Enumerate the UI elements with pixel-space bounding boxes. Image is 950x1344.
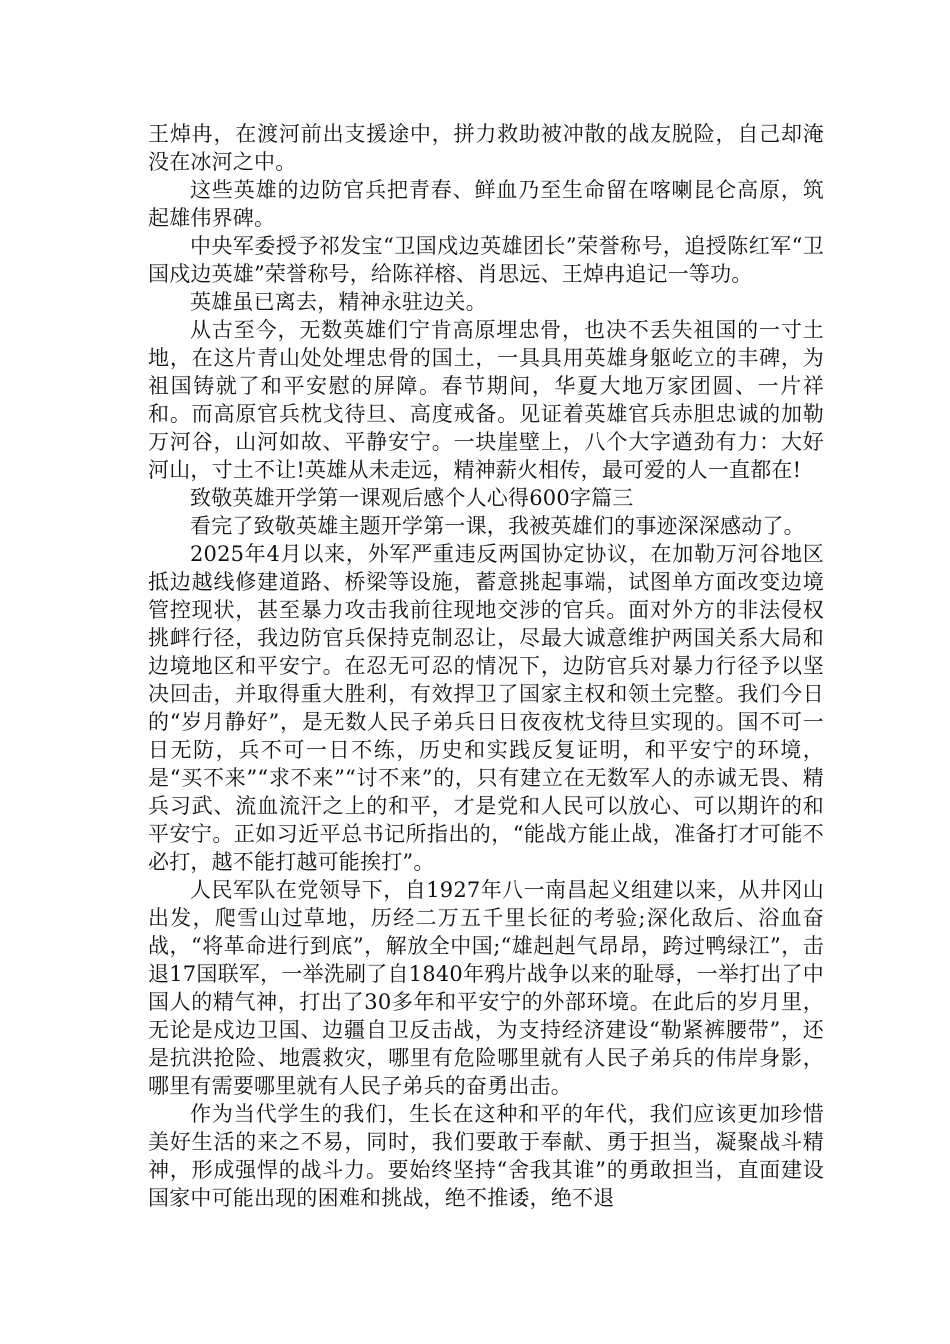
document-body (148, 120, 824, 1212)
paragraph-8: 2025年4月以来，外军严重违反两国协定协议，在加勒万河谷地区抵边越线修建道路、桥梁等设施，蓄意挑起事端，试图单方面改变边境管控现状，甚至暴力攻击我前往现地交涉的官兵。面对外方的非法侵权挑衅行径，我边防官兵保持克制忍让，尽最大诚意维护两国关系大局和边境地区和平安宁。在忍无可忍的情况下，边防官兵对暴力行径予以坚决回击，并取得重大胜利，有效捍卫了国家主权和领土完整。我们今日的“岁月静好”，是无数人民子弟兵日日夜夜枕戈待旦实现的。国不可一日无防，兵不可一日不练，历史和实践反复证明，和平安宁的环境，是“买不来”“求不来”“讨不来”的，只有建立在无数军人的赤诚无畏、精兵习武、流血流汗之上的和平，才是党和人民可以放心、可以期许的和平安宁。正如习近平总书记所指出的，“能战方能止战，准备打才可能不必打，越不能打越可能挨打”。 (148, 542, 824, 874)
paragraph-10: 作为当代学生的我们，生长在这种和平的年代，我们应该更加珍惜美好生活的来之不易，同时，我们要敢于奉献、勇于担当，凝聚战斗精神，形成强悍的战斗力。要始终坚持“舍我其谁”的勇敢担当，直面建设国家中可能出现的困难和挑战，绝不推诿，绝不退 (148, 1102, 824, 1210)
paragraph-1: 王焯冉，在渡河前出支援途中，拼力救助被冲散的战友脱险，自己却淹没在冰河之中。 (148, 122, 824, 174)
paragraph-4: 英雄虽已离去，精神永驻边关。 (190, 290, 487, 314)
paragraph-3: 中央军委授予祁发宝“卫国戍边英雄团长”荣誉称号，追授陈红军“卫国戍边英雄”荣誉称号，给陈祥榕、肖思远、王焯冉追记一等功。 (148, 234, 824, 286)
section-heading: 致敬英雄开学第一课观后感个人心得600字篇三 (190, 486, 634, 510)
paragraph-9: 人民军队在党领导下，自1927年八一南昌起义组建以来，从井冈山出发，爬雪山过草地，历经二万五千里长征的考验;深化敌后、浴血奋战，“将革命进行到底”，解放全中国;“雄赳赳气昂昂，跨过鸭绿江”，击退17国联军，一举洗刷了自1840年鸦片战争以来的耻辱，一举打出了中国人的精气神，打出了30多年和平安宁的外部环境。在此后的岁月里，无论是戍边卫国、边疆自卫反击战，为支持经济建设“勒紧裤腰带”，还是抗洪抢险、地震救灾，哪里有危险哪里就有人民子弟兵的伟岸身影，哪里有需要哪里就有人民子弟兵的奋勇出击。 (148, 878, 824, 1098)
paragraph-5: 从古至今，无数英雄们宁肯高原埋忠骨，也决不丢失祖国的一寸土地，在这片青山处处埋忠骨的国土，一具具用英雄身躯屹立的丰碑，为祖国铸就了和平安慰的屏障。春节期间，华夏大地万家团圆、一片祥和。而高原官兵枕戈待旦、高度戒备。见证着英雄官兵赤胆忠诚的加勒万河谷，山河如故、平静安宁。一块崖壁上，八个大字遒劲有力：大好河山，寸土不让!英雄从未走远，精神薪火相传，最可爱的人一直都在! (148, 318, 824, 482)
paragraph-7: 看完了致敬英雄主题开学第一课，我被英雄们的事迹深深感动了。 (190, 514, 805, 538)
paragraph-2: 这些英雄的边防官兵把青春、鲜血乃至生命留在喀喇昆仑高原，筑起雄伟界碑。 (148, 178, 824, 230)
